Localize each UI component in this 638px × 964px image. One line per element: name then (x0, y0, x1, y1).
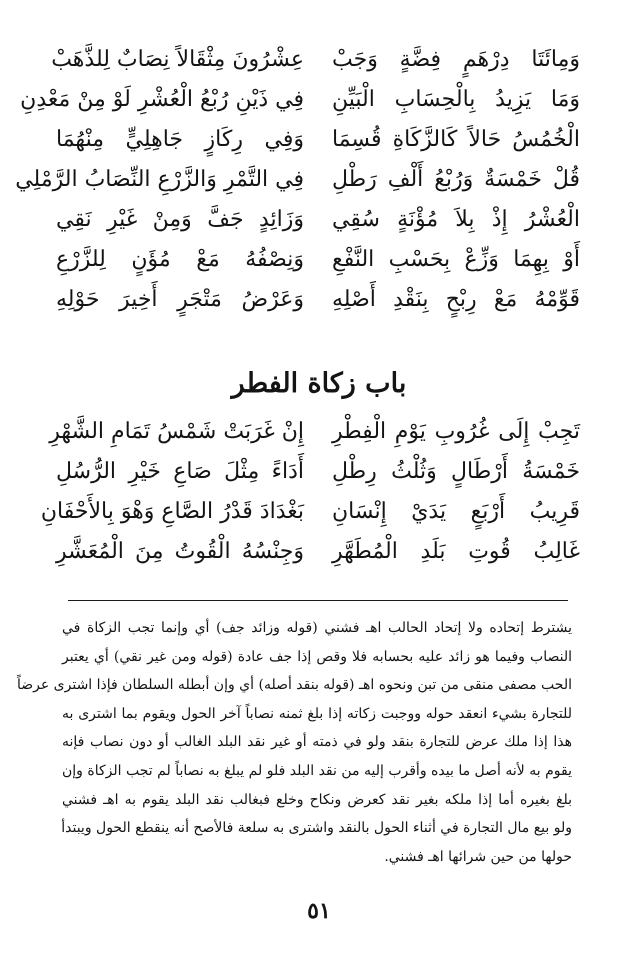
verse-first-hemistich: وَعَرْضُ مَتْجَرٍ أَخِيرَ حَوْلِهِ (56, 287, 304, 312)
verse-line (56, 240, 580, 280)
verse-second-hemistich: غَالِبُ قُوتِ بَلَدِ الْمُطَهَّرِ (332, 539, 580, 564)
commentary-notes (16, 614, 573, 871)
note-line: يشترط إتحاده ولا إتحاد الحالب اهـ فشني (قوله وزائد جف) أي وإنما تجب الزكاة في (62, 620, 572, 636)
verse-second-hemistich: خَمْسَةُ أَرْطَالٍ وَثُلْثُ رِطْلِ (332, 459, 580, 484)
verse-line (56, 452, 580, 492)
chapter-title: باب زكاة الفطر (231, 368, 407, 399)
verse-second-hemistich: تَجِبْ إِلَى غُرُوبِ يَوْمِ الْفِطْرِ (332, 419, 580, 444)
note-line: بلغ بغيره أما إذا ملكه بغير نقد كعرض ونكاح وخلع فبغالب نقد البلد يقوم به اهـ فشني (62, 791, 572, 808)
verse-second-hemistich: قَوِّمْهُ مَعْ رِبْحٍ بِنَقْدِ أَصْلِهِ (332, 287, 580, 312)
verse-first-hemistich: فِي ذَيْنِ رُبْعُ الْعُشْرِ لَوْ مِنْ مَعْدِنِ (20, 87, 304, 112)
verse-line (56, 532, 580, 572)
verse-first-hemistich: وَفِي رِكَازٍ جَاهِلِيٍّ مِنْهُمَا (56, 127, 304, 152)
verse-first-hemistich: وَزَائِدٍ جَفَّ وَمِنْ غَيْرِ نَقِي (56, 207, 304, 232)
verse-second-hemistich: قُلْ خَمْسَةٌ وَرُبْعُ أَلْفِ رَطْلِ (332, 167, 580, 192)
verse-line (56, 200, 580, 240)
verse-line (49, 412, 580, 452)
verse-line (56, 120, 580, 160)
page-number: ٥١ (307, 898, 331, 924)
verse-first-hemistich: وَنِصْفُهُ مَعْ مُؤَنٍ لِلزَّرْعِ (56, 247, 304, 272)
note-line: النصاب وفيما هو زائد عليه بحسابه فلا وقص إذا جف عادة (قوله ومن غير نقي) أي يعتبر (62, 648, 572, 665)
verse-first-hemistich: وَجِنْسُهُ الْقُوتُ مِنَ الْمُعَشَّرِ (56, 539, 304, 564)
note-line: هذا إذا ملك عرض للتجارة بنقد ولو في ذمته أو غير نقد البلد الغالب أو دون نصاب فإنه (62, 734, 572, 751)
verse-line (20, 80, 580, 120)
poem-top (15, 40, 580, 320)
verse-line (15, 160, 580, 200)
verse-second-hemistich: الْعُشْرُ إِذْ بِلاَ مُؤْنَةٍ سُقِي (332, 207, 580, 232)
footnote-divider (68, 600, 568, 601)
note-line: يقوم به لأنه أصل ما بيده وأقرب إليه من نقد البلد فلو لم يبلغ به نصاباً لم تجب الزكاة وإن (62, 762, 572, 779)
verse-line (56, 280, 580, 320)
verse-first-hemistich: فِي التَّمْرِ وَالزَّرْعِ النِّصَابُ الرَّمْلِي (15, 167, 304, 192)
verse-first-hemistich: عِشْرُونَ مِثْقَالاً نِصَابٌ لِلذَّهَبْ (51, 47, 304, 72)
note-line: ولو بيع مال التجارة في أثناء الحول بالنقد واشترى به سلعة فالأصح أنه ينقطع الحول ويبتدأ (61, 820, 572, 837)
verse-second-hemistich: الْخُمُسُ حَالاً كَالزَّكَاةِ قُسِمَا (332, 127, 580, 152)
note-line: للتجارة بشيء انعقد حوله ووجبت زكاته إذا بلغ ثمنه نصاباً آخر الحول ويقوم بما اشترى به (62, 705, 573, 722)
verse-first-hemistich: أَدَاءً مِثْلَ صَاعِ خَيْرِ الرُّسُلِ (56, 459, 304, 484)
verse-second-hemistich: أَوْ بِهِمَا وَزِّعْ بِحَسْبِ النَّفْعِ (332, 247, 580, 272)
verse-line (51, 40, 580, 80)
verse-second-hemistich: وَمَا يَزِيدُ بِالْحِسَابِ الْبَيِّنِ (332, 87, 580, 112)
note-line: الحب مصفى منقى من تبن ونحوه اهـ (قوله بنقد أصله) أي وإن أبطله السلطان فإذا اشترى عرضاً (16, 677, 572, 694)
verse-second-hemistich: قَرِيبُ أَرْبَعٍ يَدَيْ إِنْسَانِ (332, 499, 580, 524)
verse-first-hemistich: إِنْ غَرَبَتْ شَمْسُ تَمَامِ الشَّهْرِ (49, 419, 304, 444)
poem-bottom (40, 412, 580, 572)
verse-line (40, 492, 580, 532)
verse-first-hemistich: بَغْدَادَ قَدْرُ الصَّاعِ وَهْوَ بِالأَحْفَانِ (40, 499, 304, 524)
note-line: حولها من حين شرائها اهـ فشني. (384, 848, 572, 865)
verse-second-hemistich: وَمِائَتَا دِرْهَمٍ فِضَّةٍ وَجَبْ (332, 47, 580, 72)
